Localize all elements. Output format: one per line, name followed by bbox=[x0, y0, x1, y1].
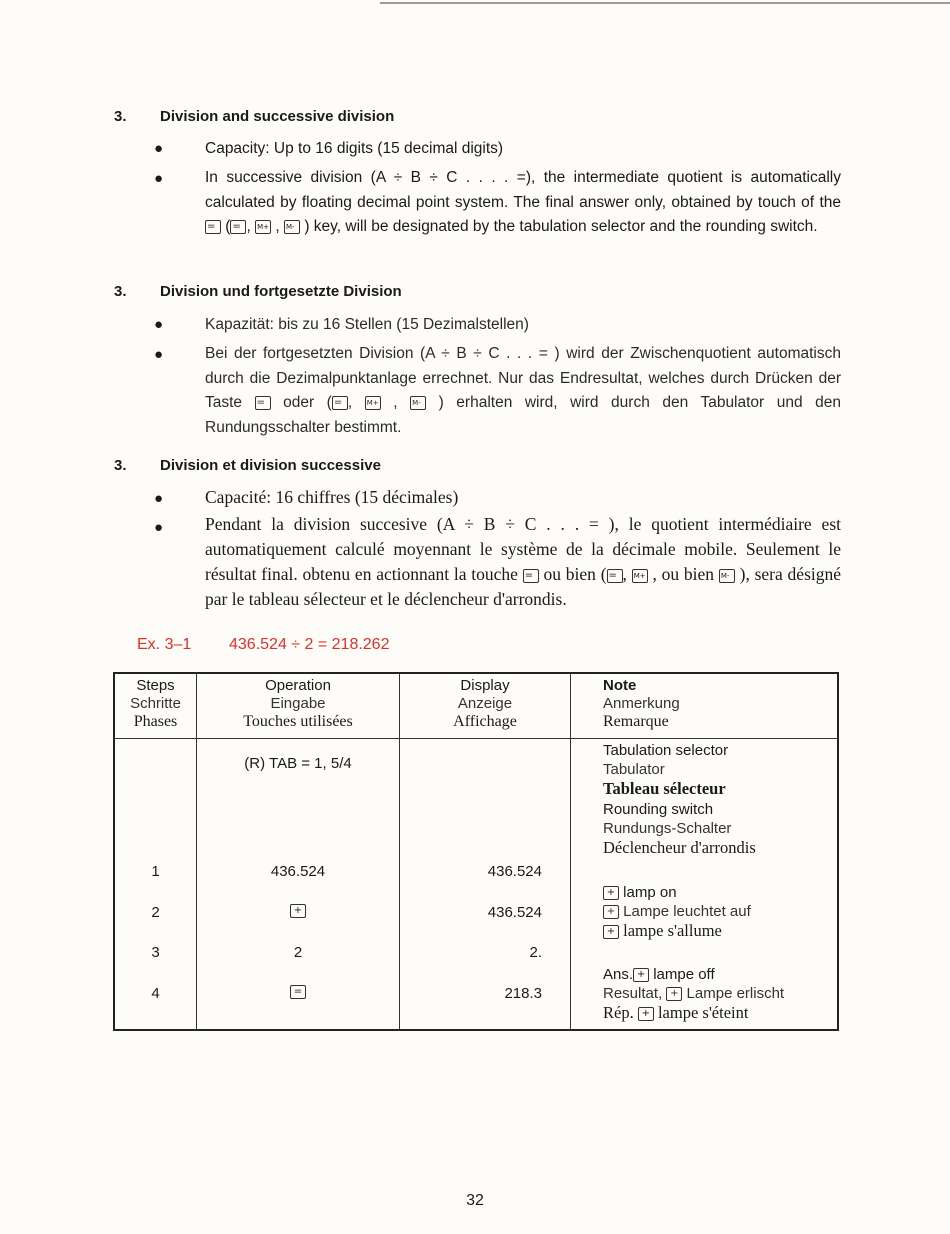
plus-key-icon: + bbox=[603, 886, 619, 900]
bullet-icon: ● bbox=[154, 170, 164, 187]
m-plus-key-icon: M+ bbox=[255, 220, 271, 234]
top-rule bbox=[380, 2, 950, 4]
bullet-icon: ● bbox=[154, 490, 164, 507]
steps-column bbox=[114, 739, 197, 1031]
bullet-icon: ● bbox=[154, 346, 164, 363]
operation-value: 436.524 bbox=[270, 863, 326, 880]
bullet-text: Capacité: 16 chiffres (15 décimales) bbox=[205, 487, 459, 507]
example-expression: 436.524 ÷ 2 = 218.262 bbox=[229, 636, 390, 653]
m-minus-key-icon: M- bbox=[410, 396, 426, 410]
display-column bbox=[400, 739, 571, 1031]
section-heading: Division et division successive bbox=[160, 457, 381, 474]
operation-column bbox=[197, 739, 400, 1031]
bullet-text: In successive division (A ÷ B ÷ C . . . . =), the intermediate quotient is automatically calculated by floating decimal point system. The final answer only, obtained by touch of the = ( = , M+ , M- ) key, will be designated by the tabulation selector and the rounding switch. bbox=[205, 169, 841, 235]
equals-key-icon: = bbox=[255, 396, 271, 410]
operation-value bbox=[197, 983, 399, 1000]
plus-key-icon: + bbox=[603, 925, 619, 939]
section-number: 3. bbox=[114, 108, 127, 125]
tab-setting: (R) TAB = 1, 5/4 bbox=[244, 755, 352, 772]
section-heading: Division und fortgesetzte Division bbox=[160, 283, 402, 300]
display-value: 436.524 bbox=[487, 904, 542, 921]
equals-key-icon: = bbox=[332, 396, 348, 410]
table-header-row bbox=[114, 673, 838, 739]
table-body-row bbox=[114, 739, 838, 1031]
display-value: 436.524 bbox=[487, 863, 542, 880]
section-heading: Division and successive division bbox=[160, 108, 395, 125]
bullet-icon: ● bbox=[154, 140, 164, 157]
operation-value: 2 bbox=[293, 944, 303, 961]
example-label: Ex. 3–1 bbox=[137, 636, 192, 653]
equals-key-icon: = bbox=[205, 220, 221, 234]
header-steps: Steps Schritte Phases bbox=[114, 673, 197, 739]
display-value: 218.3 bbox=[504, 985, 542, 1002]
plus-key-icon: + bbox=[633, 968, 649, 982]
section-number: 3. bbox=[114, 283, 127, 300]
header-operation: Operation Eingabe Touches utilisées bbox=[197, 673, 400, 739]
step-number: 1 bbox=[151, 863, 160, 880]
operation-table bbox=[113, 672, 839, 1031]
display-value: 2. bbox=[529, 944, 542, 961]
m-minus-key-icon: M- bbox=[719, 569, 735, 583]
answer-note: Ans. + lampe off Resultat, + Lampe erlischt Rép. + lampe s'éteint bbox=[603, 966, 785, 1022]
equals-key-icon: = bbox=[230, 220, 246, 234]
header-display: Display Anzeige Affichage bbox=[400, 673, 571, 739]
bullet-text: Capacity: Up to 16 digits (15 decimal digits) bbox=[205, 140, 504, 157]
plus-key-icon: + bbox=[638, 1007, 654, 1021]
m-plus-key-icon: M+ bbox=[365, 396, 381, 410]
plus-key-icon: + bbox=[666, 987, 682, 1001]
step-number: 3 bbox=[151, 944, 160, 961]
equals-key-icon: = bbox=[607, 569, 623, 583]
m-minus-key-icon: M- bbox=[284, 220, 300, 234]
header-note: Note Anmerkung Remarque bbox=[571, 673, 839, 739]
plus-key-icon: + bbox=[603, 905, 619, 919]
bullet-text: Pendant la division succesive (A ÷ B ÷ C . . . = ), le quotient intermédiaire est automatiquement calculé moyennant le système de la décimale mobile. Seulement le résultat final. obtenu en actionnant la touche = ou bien ( = , M+ , ou bien M- ), sera désigné par le tableau sélecteur et le déclencheur d'arrondis. bbox=[205, 514, 842, 609]
section-number: 3. bbox=[114, 457, 127, 474]
equals-key-icon: = bbox=[523, 569, 539, 583]
lamp-note: + lamp on + Lampe leuchtet auf + lampe s'allume bbox=[603, 883, 751, 940]
m-plus-key-icon: M+ bbox=[632, 569, 648, 583]
plus-key-icon: + bbox=[290, 904, 306, 918]
bullet-text: Bei der fortgesetzten Division (A ÷ B ÷ C . . . = ) wird der Zwischenquotient automatisch durch die Dezimalpunktanlage errechnet. Nur das Endresultat, welches durch Drücken der Taste = oder ( = , M+ , M- ) erhalten wird, wird durch den Tabulator und den Rundungsschalter bestimmt. bbox=[205, 345, 841, 436]
note-column bbox=[571, 739, 839, 1031]
bullet-icon: ● bbox=[154, 316, 164, 333]
bullet-text: Kapazität: bis zu 16 Stellen (15 Dezimalstellen) bbox=[205, 316, 529, 333]
page-number: 32 bbox=[466, 1192, 484, 1209]
bullet-icon: ● bbox=[154, 519, 164, 536]
setup-note: Tabulation selector Tabulator Tableau sélecteur Rounding switch Rundungs-Schalter Déclencheur d'arrondis bbox=[603, 742, 756, 857]
step-number: 2 bbox=[151, 904, 160, 921]
operation-value bbox=[197, 902, 399, 919]
step-number: 4 bbox=[151, 985, 160, 1002]
equals-key-icon: = bbox=[290, 985, 306, 999]
